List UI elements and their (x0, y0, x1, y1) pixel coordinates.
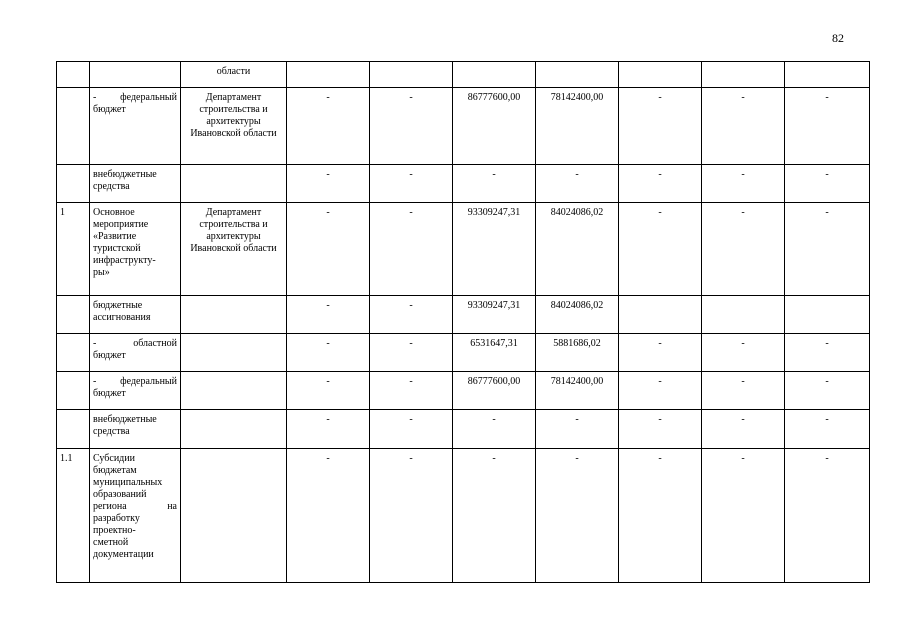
amount-cell (785, 62, 870, 88)
table-row (57, 62, 870, 88)
item-name-line: внебюджетные (93, 169, 157, 180)
amount-cell: - (287, 203, 370, 296)
table-row (57, 203, 870, 296)
amount-cell: - (702, 372, 785, 410)
amount-cell: - (785, 410, 870, 449)
item-name-line: «Развитие (93, 231, 137, 242)
amount-cell: - (702, 88, 785, 165)
amount-cell: - (370, 372, 453, 410)
item-name-line: - федеральный (93, 376, 177, 387)
row-number-cell (57, 296, 90, 334)
item-name-line: региона на (93, 501, 177, 512)
amount-cell: - (702, 203, 785, 296)
row-number-cell (57, 410, 90, 449)
amount-cell (453, 62, 536, 88)
department-cell (181, 334, 287, 372)
amount-cell: - (702, 165, 785, 203)
amount-cell: - (702, 334, 785, 372)
amount-cell: - (287, 334, 370, 372)
amount-cell: 5881686,02 (536, 334, 619, 372)
amount-cell: - (370, 88, 453, 165)
row-number-cell: 1.1 (57, 449, 90, 583)
item-name-line: бюджетам (93, 465, 137, 476)
table-row (57, 296, 870, 334)
amount-cell (619, 62, 702, 88)
item-name-line: внебюджетные (93, 414, 157, 425)
item-name-cell (90, 165, 181, 203)
amount-cell: - (536, 165, 619, 203)
item-name-cell (90, 296, 181, 334)
item-name-line: - областной (93, 338, 177, 349)
amount-cell: - (785, 165, 870, 203)
item-name-line: ассигнования (93, 312, 151, 323)
item-name-line: инфраструкту- (93, 255, 156, 266)
amount-cell: 84024086,02 (536, 296, 619, 334)
page-number: 82 (832, 31, 844, 45)
item-name-line: бюджет (93, 104, 126, 115)
item-name-line: мероприятие (93, 219, 149, 230)
amount-cell: 86777600,00 (453, 88, 536, 165)
item-name-line: бюджетные (93, 300, 143, 311)
item-name-line: сметной (93, 537, 129, 548)
amount-cell: 93309247,31 (453, 203, 536, 296)
department-cell: области (181, 62, 287, 88)
item-name-line: документации (93, 549, 154, 560)
department-cell: Департамент строительства и архитектуры Ивановской области (181, 88, 287, 165)
amount-cell (536, 62, 619, 88)
amount-cell: - (370, 334, 453, 372)
amount-cell: - (287, 372, 370, 410)
amount-cell: 84024086,02 (536, 203, 619, 296)
item-name-line: ры» (93, 267, 110, 278)
item-name-cell (90, 334, 181, 372)
amount-cell: - (619, 449, 702, 583)
amount-cell: - (453, 165, 536, 203)
amount-cell: - (370, 449, 453, 583)
amount-cell: - (370, 203, 453, 296)
amount-cell: - (287, 410, 370, 449)
amount-cell: 86777600,00 (453, 372, 536, 410)
item-name-line: Субсидии (93, 453, 135, 464)
table-row (57, 449, 870, 583)
amount-cell: 78142400,00 (536, 88, 619, 165)
item-name-cell (90, 410, 181, 449)
row-number-cell: 1 (57, 203, 90, 296)
amount-cell: - (453, 449, 536, 583)
amount-cell: - (287, 165, 370, 203)
amount-cell: - (785, 372, 870, 410)
item-name-line: туристской (93, 243, 141, 254)
row-number-cell (57, 88, 90, 165)
item-name-line: бюджет (93, 350, 126, 361)
item-name-line: проектно- (93, 525, 136, 536)
amount-cell: - (619, 334, 702, 372)
amount-cell: - (536, 410, 619, 449)
row-number-cell (57, 165, 90, 203)
amount-cell: - (785, 334, 870, 372)
amount-cell: - (785, 203, 870, 296)
amount-cell (702, 296, 785, 334)
item-name-line: бюджет (93, 388, 126, 399)
item-name-line: средства (93, 426, 130, 437)
amount-cell: 78142400,00 (536, 372, 619, 410)
item-name-cell (90, 449, 181, 583)
table-row (57, 334, 870, 372)
department-cell: Департамент строительства и архитектуры Ивановской области (181, 203, 287, 296)
row-number-cell (57, 334, 90, 372)
amount-cell: - (619, 88, 702, 165)
item-name-cell (90, 88, 181, 165)
amount-cell (287, 62, 370, 88)
amount-cell: - (287, 449, 370, 583)
amount-cell: - (619, 410, 702, 449)
amount-cell: - (619, 165, 702, 203)
amount-cell: - (287, 296, 370, 334)
item-name-line: средства (93, 181, 130, 192)
amount-cell (619, 296, 702, 334)
item-name-cell (90, 372, 181, 410)
department-cell (181, 410, 287, 449)
amount-cell (785, 296, 870, 334)
item-name-line: муниципальных (93, 477, 163, 488)
amount-cell: - (619, 372, 702, 410)
table-row (57, 165, 870, 203)
amount-cell: - (536, 449, 619, 583)
item-name-cell (90, 62, 181, 88)
department-cell (181, 296, 287, 334)
budget-table (56, 61, 870, 583)
item-name-line: разработку (93, 513, 140, 524)
table-row (57, 410, 870, 449)
amount-cell (370, 62, 453, 88)
item-name-line: Основное (93, 207, 135, 218)
amount-cell: - (785, 449, 870, 583)
amount-cell: - (619, 203, 702, 296)
amount-cell: - (370, 410, 453, 449)
item-name-line: - федеральный (93, 92, 177, 103)
amount-cell: - (785, 88, 870, 165)
table-row (57, 88, 870, 165)
row-number-cell (57, 62, 90, 88)
item-name-cell (90, 203, 181, 296)
row-number-cell (57, 372, 90, 410)
department-cell (181, 165, 287, 203)
amount-cell: - (370, 296, 453, 334)
amount-cell: - (453, 410, 536, 449)
amount-cell: 93309247,31 (453, 296, 536, 334)
amount-cell: - (287, 88, 370, 165)
amount-cell: - (702, 449, 785, 583)
department-cell (181, 449, 287, 583)
department-cell (181, 372, 287, 410)
amount-cell (702, 62, 785, 88)
amount-cell: - (370, 165, 453, 203)
table-row (57, 372, 870, 410)
amount-cell: 6531647,31 (453, 334, 536, 372)
amount-cell: - (702, 410, 785, 449)
item-name-line: образований (93, 489, 147, 500)
